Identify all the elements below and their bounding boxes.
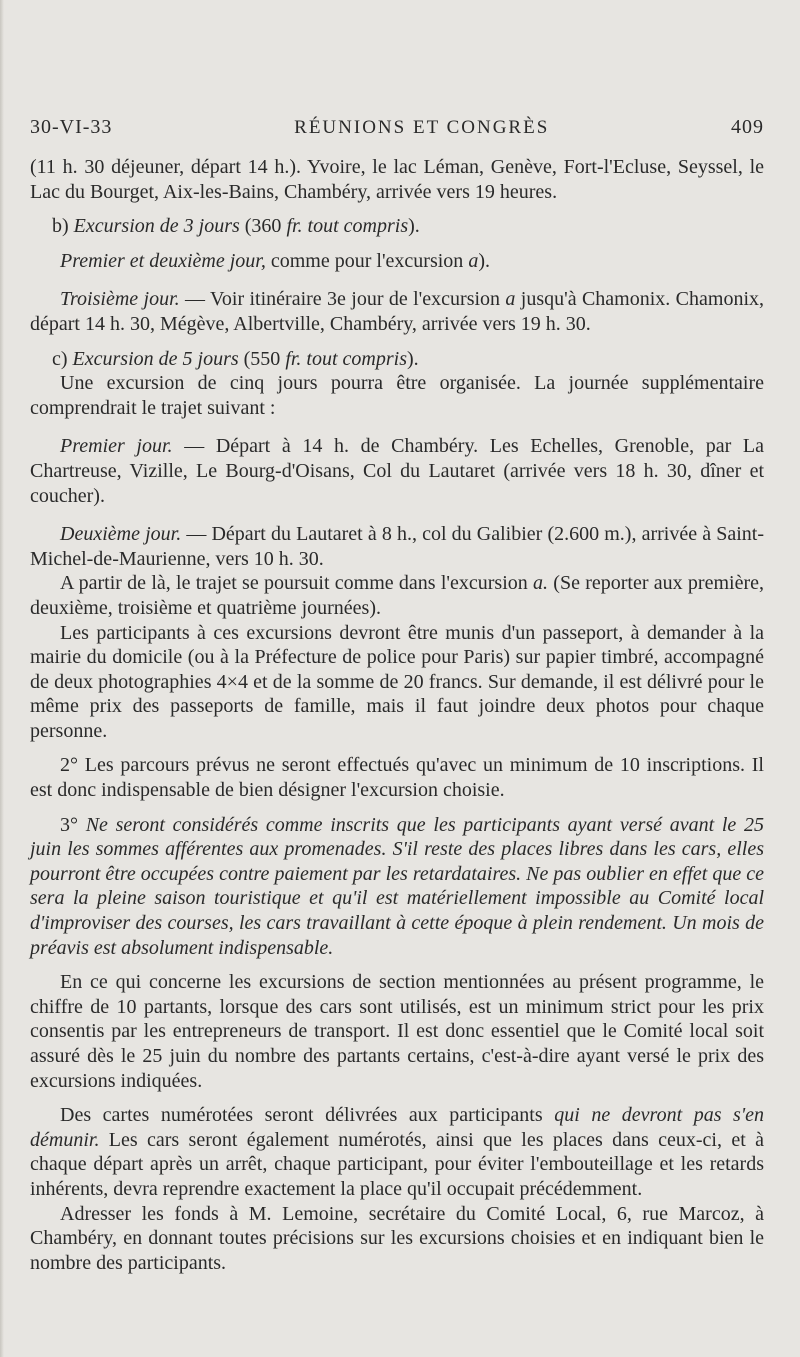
italic-text: Excursion de 3 jours <box>73 215 240 238</box>
paragraph <box>30 155 764 204</box>
text-run: (Se reporter aux première, deuxième, troisième et quatrième journées). <box>30 572 764 619</box>
italic-text: qui ne devront pas s'en démunir. <box>30 1104 764 1151</box>
italic-text: Excursion de 5 jours <box>72 347 239 370</box>
text-run: (11 h. 30 déjeuner, départ 14 h.). Yvoire, le lac Léman, Genève, Fort-l'Ecluse, Seyssel, le Lac du Bourget, Aix-les-Bains, Chambéry, arrivée vers 19 heures. <box>30 156 764 203</box>
italic-text: Premier jour. <box>60 435 173 458</box>
paragraph <box>30 249 764 274</box>
body-text <box>30 155 764 1275</box>
italic-text: fr. tout compris <box>286 215 409 238</box>
paragraph <box>30 434 764 508</box>
text-run: 2° Les parcours prévus ne seront effectués qu'avec un minimum de 10 inscriptions. Il est donc indispensable de bien désigner l'excursion choisie. <box>30 754 764 802</box>
italic-text: a <box>468 249 479 272</box>
italic-text: Ne seront considérés comme inscrits que les participants ayant versé avant le 25 juin les sommes afférentes aux promenades. S'il reste des places libres dans les cars, elles pourront être occupées contre paiement par les retardataires. Ne pas oublier en effet que ce sera la pleine saison touristique et qu'il est matériellement impossible au Comité local d'improviser des courses, les cars travaillant à cette époque à plein rendement. Un mois de préavis est absolument indispensable. <box>30 813 765 959</box>
text-run: Une excursion de cinq jours pourra être organisée. La journée supplémentaire comprendrait le trajet suivant : <box>30 372 764 419</box>
italic-text: a <box>505 288 516 311</box>
paragraph <box>30 753 764 802</box>
text-run: Les participants à ces excursions devront être munis d'un passeport, à demander à la mairie du domicile (ou à la Préfecture de police pour Paris) sur papier timbré, accompagné de deux photographies 4×4 et de la somme de 20 francs. Sur demande, il est délivré pour le même prix des passeports de famille, mais il faut joindre deux photos pour chaque personne. <box>30 621 764 742</box>
italic-text: Deuxième jour. <box>60 523 182 546</box>
running-header <box>30 116 764 139</box>
text-run: ). <box>478 249 490 272</box>
text-run: Adresser les fonds à M. Lemoine, secrétaire du Comité Local, 6, rue Marcoz, à Chambéry, en donnant toutes précisions sur les excursions choisies et en indiquant bien le nombre des participants. <box>30 1202 764 1274</box>
header-title: RÉUNIONS ET CONGRÈS <box>294 117 550 138</box>
paragraph <box>30 1202 764 1276</box>
text-run: Les cars seront également numérotés, ainsi que les places dans ceux-ci, et à chaque départ après un arrêt, chaque participant, pour éviter l'embouteillage et les retards inhérents, devra reprendre exactement la place qu'il occupait précédemment. <box>30 1128 764 1200</box>
text-run: jusqu'à Chamonix. Chamonix, départ 14 h. 30, Mégève, Albertville, Chambéry, arrivée vers 19 h. 30. <box>30 288 764 335</box>
paragraph <box>30 970 764 1093</box>
paragraph <box>30 571 764 620</box>
text-run: (550 <box>238 347 286 370</box>
text-run: — Départ du Lautaret à 8 h., col du Galibier (2.600 m.), arrivée à Saint-Michel-de-Maurienne, vers 10 h. 30. <box>30 523 764 570</box>
paragraph <box>30 813 764 961</box>
text-run: comme pour l'excursion <box>265 249 469 272</box>
page-number: 409 <box>730 116 764 138</box>
text-run: — Voir itinéraire 3e jour de l'excursion <box>179 288 506 311</box>
paragraph <box>30 522 764 571</box>
paragraph <box>30 347 764 372</box>
italic-text: fr. tout compris <box>285 347 407 370</box>
text-run: b) <box>52 215 74 238</box>
paragraph <box>30 371 764 420</box>
paragraph <box>30 621 764 744</box>
text-run: En ce qui concerne les excursions de section mentionnées au présent programme, le chiffre de 10 partants, lorsque des cars sont utilisés, est un minimum strict pour les prix consentis par les entrepreneurs de transport. Il est donc essentiel que le Comité local soit assuré dès le 25 juin du nombre des partants certains, c'est-à-dire ayant versé le prix des excursions indiquées. <box>30 971 764 1092</box>
paragraph <box>30 1103 764 1201</box>
italic-text: Premier et deuxième jour, <box>60 249 266 272</box>
page-spine-shadow <box>0 0 4 1357</box>
text-run: ). <box>407 347 419 370</box>
paragraph <box>30 287 764 336</box>
text-run: (360 <box>239 215 287 238</box>
paragraph <box>30 214 764 239</box>
text-run: Des cartes numérotées seront délivrées aux participants <box>60 1104 555 1127</box>
text-run: A partir de là, le trajet se poursuit comme dans l'excursion <box>60 572 534 595</box>
text-run: ). <box>408 215 420 238</box>
italic-text: a. <box>533 572 549 595</box>
header-date: 30-VI-33 <box>30 116 113 138</box>
text-run: 3° <box>60 813 86 836</box>
text-run: — Départ à 14 h. de Chambéry. Les Echelles, Grenoble, par La Chartreuse, Vizille, Le Bourg-d'Oisans, Col du Lautaret (arrivée vers 18 h. 30, dîner et coucher). <box>30 435 764 507</box>
italic-text: Troisième jour. <box>60 288 180 311</box>
text-run: c) <box>52 347 73 370</box>
